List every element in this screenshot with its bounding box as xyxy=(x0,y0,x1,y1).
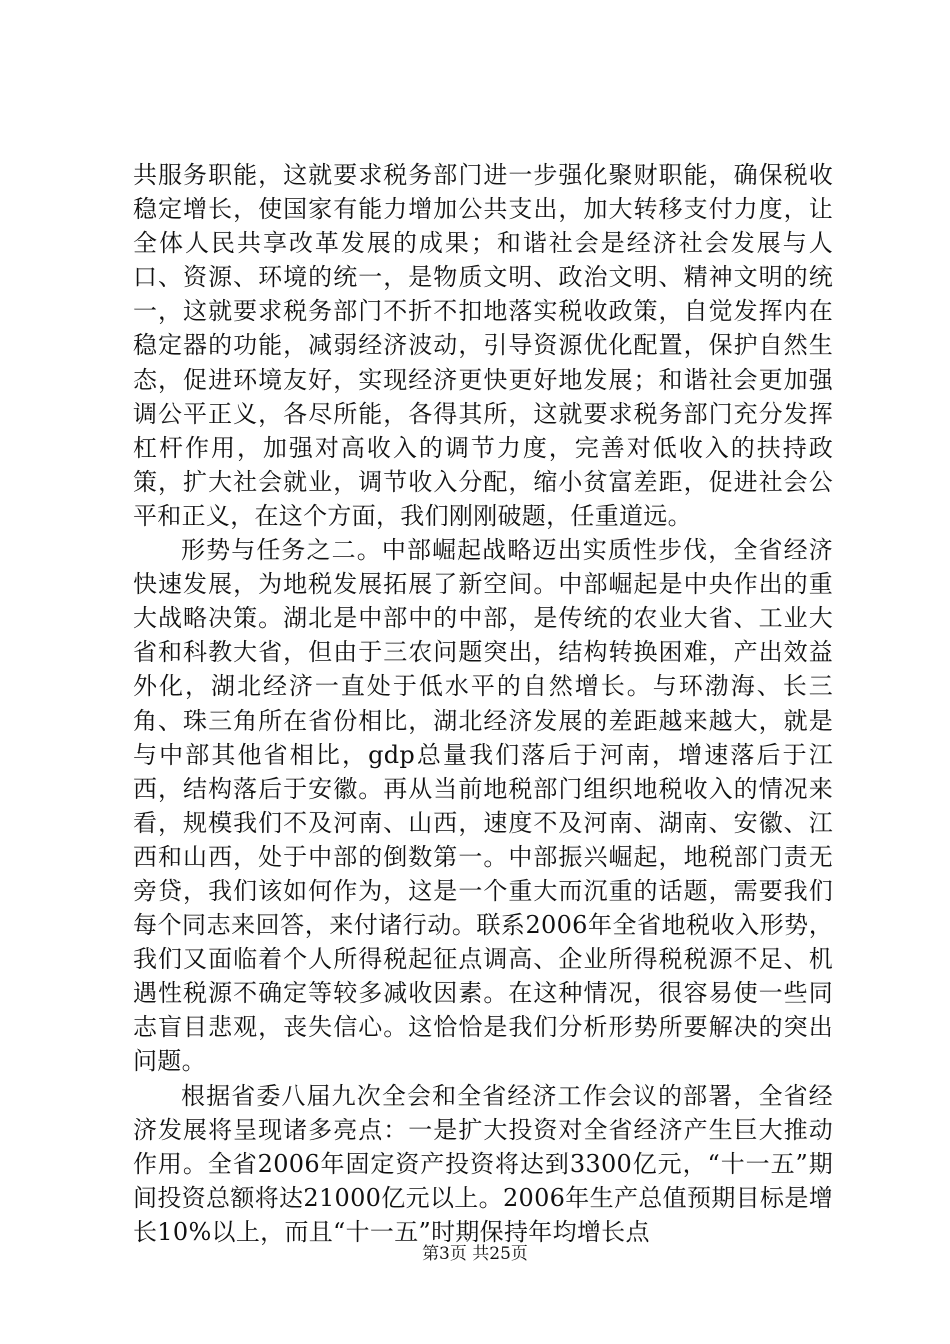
page-footer: 第3页 共25页 xyxy=(422,1244,528,1264)
document-body xyxy=(133,158,833,1249)
paragraph-3: 根据省委八届九次全会和全省经济工作会议的部署，全省经济发展将呈现诸多亮点：一是扩大投资对全省经济产生巨大推动作用。全省2006年固定资产投资将达到3300亿元，“十一五”期间投资总额将达21000亿元以上。2006年生产总值预期目标是增长10%以上，而且“十一五”时期保持年均增长点 xyxy=(133,1081,833,1246)
paragraph-2: 形势与任务之二。中部崛起战略迈出实质性步伐，全省经济快速发展，为地税发展拓展了新空间。中部崛起是中央作出的重大战略决策。湖北是中部中的中部，是传统的农业大省、工业大省和科教大省，但由于三农问题突出，结构转换困难，产出效益外化，湖北经济一直处于低水平的自然增长。与环渤海、长三角、珠三角所在省份相比，湖北经济发展的差距越来越大，就是与中部其他省相比，gdp总量我们落后于河南，增速落后于江西，结构落后于安徽。再从当前地税部门组织地税收入的情况来看，规模我们不及河南、山西，速度不及河南、湖南、安徽、江西和山西，处于中部的倒数第一。中部振兴崛起，地税部门责无旁贷，我们该如何作为，这是一个重大而沉重的话题，需要我们每个同志来回答，来付诸行动。联系2006年全省地税收入形势，我们又面临着个人所得税起征点调高、企业所得税税源不足、机遇性税源不确定等较多减收因素。在这种情况，很容易使一些同志盲目悲观，丧失信心。这恰恰是我们分析形势所要解决的突出问题。 xyxy=(133,536,833,1076)
paragraph-1: 共服务职能，这就要求税务部门进一步强化聚财职能，确保税收稳定增长，使国家有能力增加公共支出，加大转移支付力度，让全体人民共享改革发展的成果；和谐社会是经济社会发展与人口、资源、环境的统一，是物质文明、政治文明、精神文明的统一，这就要求税务部门不折不扣地落实税收政策，自觉发挥内在稳定器的功能，减弱经济波动，引导资源优化配置，保护自然生态，促进环境友好，实现经济更快更好地发展；和谐社会更加强调公平正义，各尽所能，各得其所，这就要求税务部门充分发挥杠杆作用，加强对高收入的调节力度，完善对低收入的扶持政策，扩大社会就业，调节收入分配，缩小贫富差距，促进社会公平和正义，在这个方面，我们刚刚破题，任重道远。 xyxy=(133,161,833,530)
